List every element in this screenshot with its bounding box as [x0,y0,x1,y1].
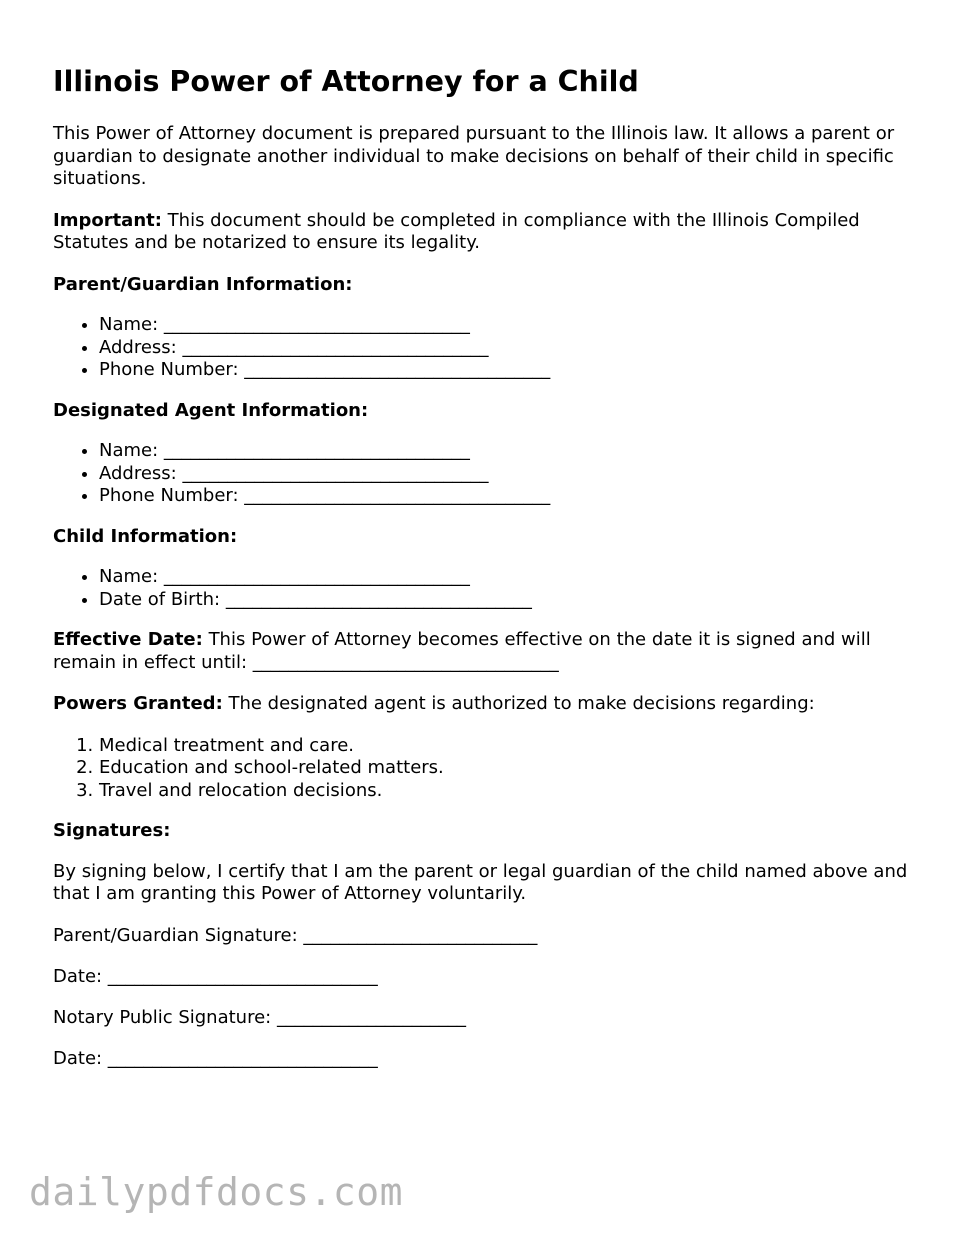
parent-name-field: • Name: __________________________________ [99,314,923,337]
watermark-text: dailypdfdocs.com [29,1170,404,1214]
document-title: Illinois Power of Attorney for a Child [53,65,639,98]
important-text: This document should be completed in compliance with the Illinois Compiled Statutes and be notarized to ensure its legality. [53,209,860,253]
notary-date-line: Date: ______________________________ [53,1047,378,1069]
parent-date-line: Date: ______________________________ [53,965,378,987]
certify-paragraph: By signing below, I certify that I am the parent or legal guardian of the child named above and that I am granting this Power of Attorney voluntarily. [53,860,908,904]
parent-info-list [53,314,923,382]
agent-section-heading: Designated Agent Information: [53,399,369,421]
powers-text: The designated agent is authorized to make decisions regarding: [222,693,815,714]
parent-address-field: • Address: __________________________________ [99,337,923,360]
agent-address-field: • Address: __________________________________ [99,463,923,486]
document-page [53,62,923,1089]
agent-name-field: • Name: __________________________________ [99,440,923,463]
parent-section-heading: Parent/Guardian Information: [53,273,353,295]
child-name-field: • Name: __________________________________ [99,566,923,589]
signatures-heading: Signatures: [53,820,171,841]
powers-label: Powers Granted: [53,693,223,714]
parent-signature-line: Parent/Guardian Signature: __________________________ [53,924,538,946]
effective-date-paragraph [53,629,923,674]
child-section-heading: Child Information: [53,525,238,547]
child-info-list [53,566,923,611]
agent-phone-field: • Phone Number: __________________________________ [99,485,923,508]
powers-paragraph [53,693,923,716]
child-dob-field: • Date of Birth: __________________________________ [99,589,923,612]
power-item: 2. Education and school-related matters. [99,757,923,780]
important-paragraph [53,210,923,255]
intro-paragraph: This Power of Attorney document is prepared pursuant to the Illinois law. It allows a parent or guardian to designate another individual to make decisions on behalf of their child in specific situations. [53,123,895,189]
important-label: Important: [53,209,162,231]
notary-signature-line: Notary Public Signature: _____________________ [53,1006,466,1028]
powers-list [53,735,923,803]
effective-date-label: Effective Date: [53,629,203,650]
agent-info-list [53,440,923,508]
power-item: 1. Medical treatment and care. [99,735,923,758]
effective-date-text: This Power of Attorney becomes effective on the date it is signed and will remain in effect until: __________________________________ [53,629,871,673]
power-item: 3. Travel and relocation decisions. [99,780,923,803]
parent-phone-field: • Phone Number: __________________________________ [99,359,923,382]
